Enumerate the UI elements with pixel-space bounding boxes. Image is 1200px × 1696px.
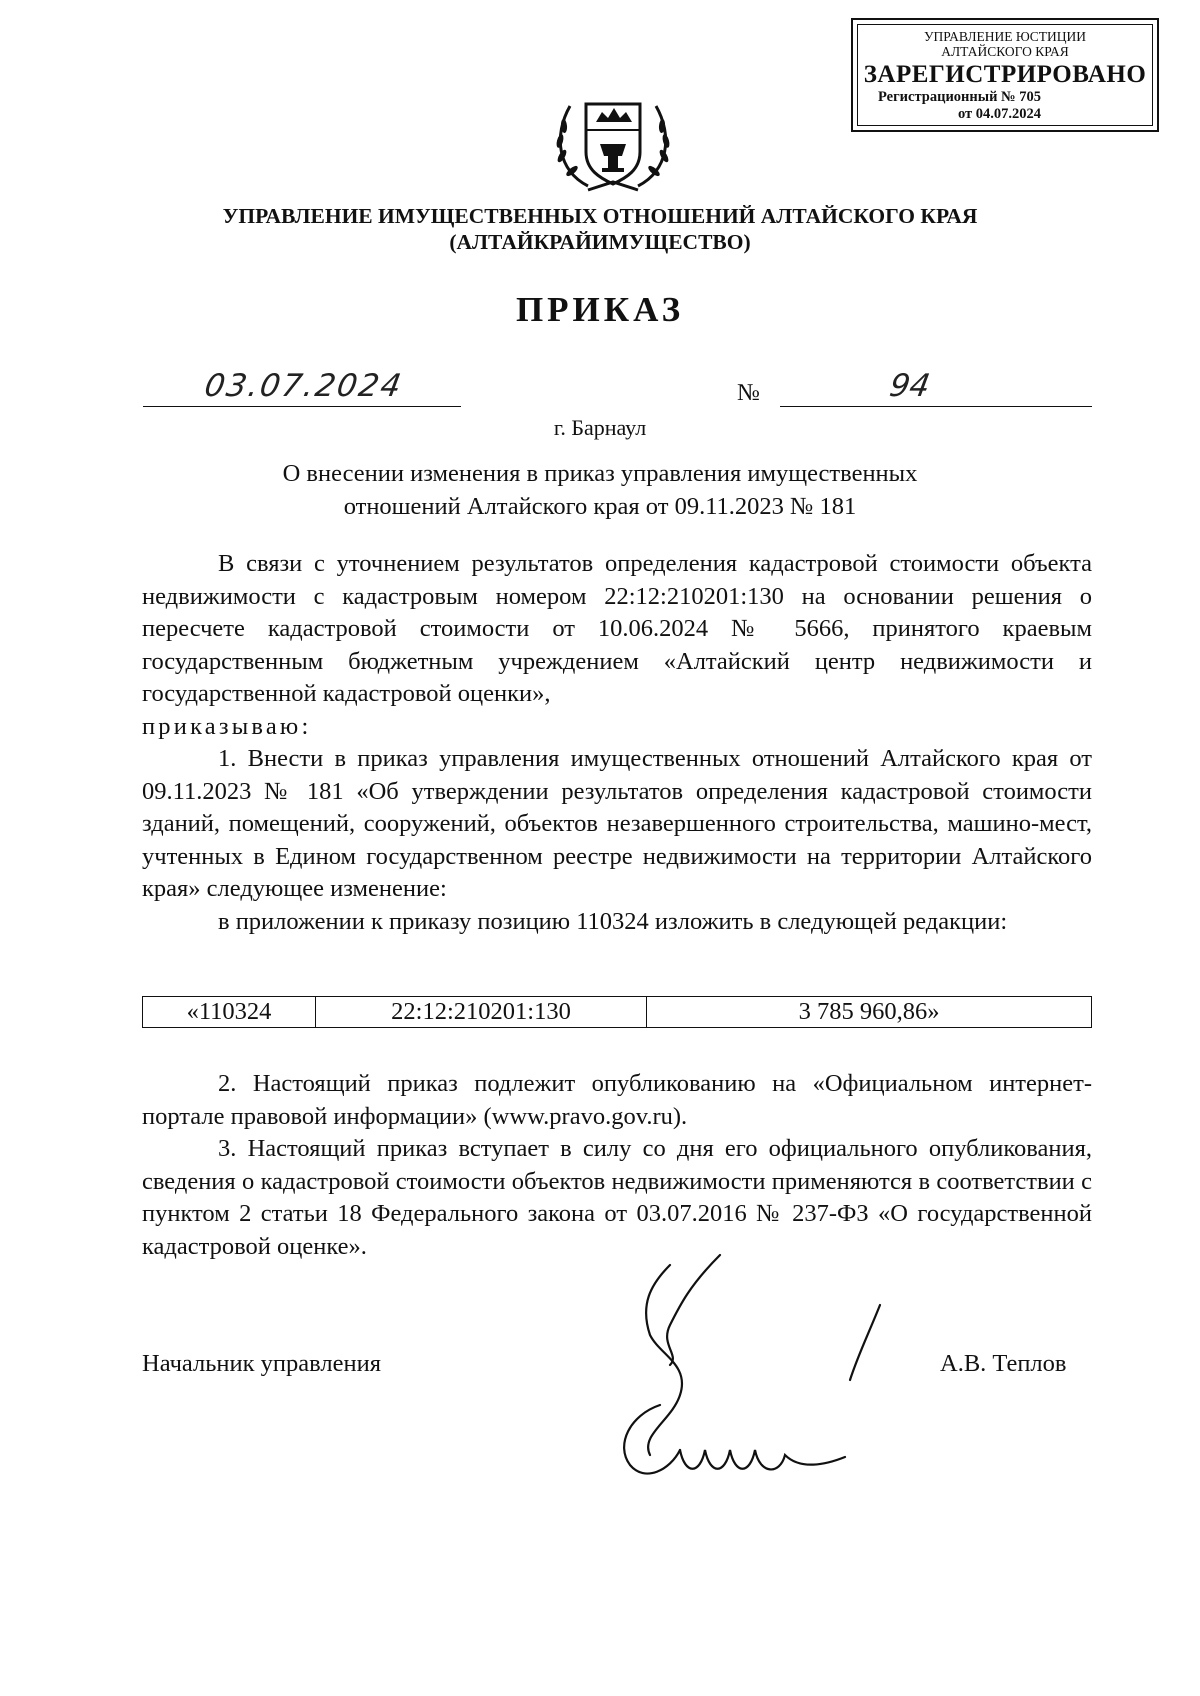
handwritten-number: 94 bbox=[886, 368, 933, 404]
org-name: УПРАВЛЕНИЕ ИМУЩЕСТВЕННЫХ ОТНОШЕНИЙ АЛТАЙСКОГО КРАЯ bbox=[222, 204, 978, 228]
order-word: приказываю: bbox=[142, 712, 312, 740]
number-sign: № bbox=[737, 380, 760, 406]
city: г. Барнаул bbox=[553, 415, 647, 440]
org-short-name: (АЛТАЙКРАЙИМУЩЕСТВО) bbox=[449, 230, 751, 254]
item-1-paragraph: 1. Внести в приказ управления имущественных отношений Алтайского края от 09.11.2023 № 181 «Об утверждении результатов определения кадастровой стоимости зданий, помещений, сооружений, объектов незавершенного строительства, машино-мест, учтенных в Едином государственном реестре недвижимости на территории Алтайского края» следующее изменение: bbox=[142, 745, 1092, 902]
document-type: ПРИКАЗ bbox=[515, 290, 685, 329]
item-1-subparagraph: в приложении к приказу позицию 110324 изложить в следующей редакции: bbox=[218, 907, 1008, 935]
subject-line-2: отношений Алтайского края от 09.11.2023 № 181 bbox=[343, 493, 857, 520]
subject-line-1: О внесении изменения в приказ управления имущественных bbox=[282, 460, 918, 487]
item-2-paragraph: 2. Настоящий приказ подлежит опубликованию на «Официальном интернет-портале правовой информации» (www.pravo.gov.ru). bbox=[142, 1070, 1092, 1130]
handwritten-signature bbox=[610, 1245, 910, 1505]
document-subject bbox=[170, 457, 1030, 523]
handwritten-date: 03.07.2024 bbox=[201, 368, 406, 404]
signatory-position: Начальник управления bbox=[142, 1350, 381, 1377]
stamp-title: ЗАРЕГИСТРИРОВАНО bbox=[863, 61, 1147, 88]
number-underline bbox=[780, 406, 1092, 407]
body-block-1 bbox=[142, 548, 1092, 938]
table-cell-cadastral-number: 22:12:210201:130 bbox=[316, 997, 647, 1028]
table-cell-position: «110324 bbox=[143, 997, 316, 1028]
body-block-2 bbox=[142, 1068, 1092, 1263]
date-underline bbox=[143, 406, 461, 407]
coat-of-arms-icon bbox=[548, 86, 678, 196]
table-row bbox=[143, 997, 1092, 1028]
table-cell-cadastral-value: 3 785 960,86» bbox=[647, 997, 1092, 1028]
stamp-reg-number: Регистрационный № 705 bbox=[878, 89, 1042, 105]
stamp-org-line2: АЛТАЙСКОГО КРАЯ bbox=[941, 44, 1069, 59]
registration-stamp bbox=[851, 18, 1159, 132]
item-3-paragraph: 3. Настоящий приказ вступает в силу со дня его официального опубликования, сведения о кадастровой стоимости объектов недвижимости применяются в соответствии с пунктом 2 статьи 18 Федерального закона от 03.07.2016 № 237-ФЗ «О государственной кадастровой оценке». bbox=[142, 1135, 1092, 1260]
stamp-org-line1: УПРАВЛЕНИЕ ЮСТИЦИИ bbox=[924, 29, 1086, 44]
position-table bbox=[142, 996, 1092, 1028]
signatory-name: А.В. Теплов bbox=[940, 1350, 1067, 1377]
stamp-reg-date: от 04.07.2024 bbox=[958, 106, 1042, 122]
intro-paragraph: В связи с уточнением результатов определения кадастровой стоимости объекта недвижимости с кадастровым номером 22:12:210201:130 на основании решения о пересчете кадастровой стоимости от 10.06.2024 № 5666, принятого краевым государственным бюджетным учреждением «Алтайский центр недвижимости и государственной кадастровой оценки», bbox=[142, 550, 1092, 707]
